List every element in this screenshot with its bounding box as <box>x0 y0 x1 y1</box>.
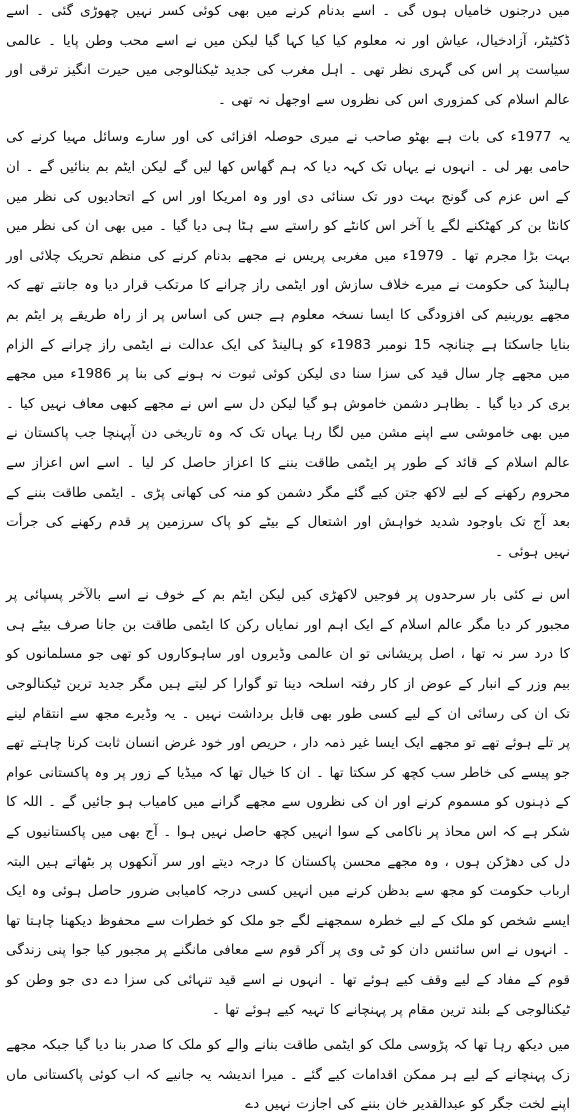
paragraph-4: میں دیکھ رہا تھا کہ پڑوسی ملک کو ایٹمی طاقت بنانے والے کو ملک کا صدر بنا دیا گیا جبکہ مجھے زک پہنچانے کے لیے ہر ممکن اقدامات کیے گئے ۔ میرا اندیشہ یہ جانیے کہ اب کوئی پاکستانی ماں اپنے لخت جگر کو عبدالقدیر خان بننے کی اجازت نہیں دے <box>6 1037 570 1113</box>
paragraph-1: میں درجنوں خامیاں ہوں گی ۔ اسے بدنام کرنے میں بھی کوئی کسر نہیں چھوڑی گئی ۔ اسے ڈکٹیٹر، آزادخیال، عیاش اور نہ معلوم کیا کیا کہا گیا لیکن میں نے اسے محب وطن پایا ۔ عالمی سیاست پر اس کی گہری نظر تھی ۔ اہل مغرب کی جدید ٹیکنالوجی میں حیرت انگیز ترقی اور عالم اسلام کی کمزوری اس کی نظروں سے اوجھل نہ تھی ۔ <box>6 3 570 108</box>
paragraph-3: اس نے کئی بار سرحدوں پر فوجیں لاکھڑی کیں لیکن ایٹم بم کے خوف نے اسے بالآخر پسپائی پر مجبور کر دیا مگر عالم اسلام کے ایک اہم اور نمایاں رکن کا ایٹمی طاقت بن جانا صرف بیٹے ہی کا درد سر نہ تھا ، اصل پریشانی تو ان عالمی وڈیروں اور ساہوکاروں کو تھی جو مسلمانوں کو بیم وزر کے انبار کے عوض از کار رفتہ اسلحہ دینا تو گوارا کر لیتے ہیں مگر جدید ترین ٹیکنالوجی تک ان کی رسائی ان کے لیے کسی طور بھی قابل برداشت نہیں ۔ یہ وڈیرے مجھ سے انتقام لینے پر تلے ہوئے تھے تو مجھے ایک ایسا غیر ذمہ دار ، حریص اور خود غرض انسان ثابت کرنا چاہتے تھے جو پیسے کی خاطر سب کچھ کر سکتا تھا ۔ ان کا خیال تھا کہ میڈیا کے زور پر وہ پاکستانی عوام کے ذہنوں کو مسموم کرنے اور ان کی نظروں سے مجھے گرانے میں کامیاب ہو جائیں گے ۔ اللہ کا شکر ہے کہ اس محاذ پر ناکامی کے سوا انہیں کچھ حاصل نہیں ہوا ۔ آج بھی میں پاکستانیوں کے دل کی دھڑکن ہوں ، وہ مجھے محسن پاکستان کا درجہ دیتے اور سر آنکھوں پر بٹھاتے ہیں البتہ ارباب حکومت کو مجھ سے بدظن کرنے میں انہیں کسی درجہ کامیابی ضرور حاصل ہوئی وہ ایک ایسے شخص کو ملک کے لیے خطرہ سمجھنے لگے جو ملک کو خطرات سے محفوظ دیکھنا چاہتا تھا ۔ انہوں نے اس سائنس دان کو ٹی وی پر آکر قوم سے معافی مانگنے پر مجبور کیا جوا پنی زندگی قوم کے مفاد کے لیے وقف کیے ہوئے تھا ۔ انہوں نے اسے قید تنہائی کی سزا دے دی جو وطن کو ٹیکنالوجی کے بلند ترین مقام پر پہنچانے کا تہیہ کیے ہوئے تھا ۔ <box>6 587 570 1018</box>
paragraph-2: یہ 1977ء کی بات ہے بھٹو صاحب نے میری حوصلہ افزائی کی اور سارے وسائل مہیا کرنے کی حامی بھر لی ۔ انہوں نے یہاں تک کہہ دیا کہ ہم گھاس کھا لیں گے لیکن ایٹم بم بنائیں گے ۔ ان کے اس عزم کی گونج بہت دور تک سنائی دی اور وہ امریکا اور اس کے اتحادیوں کی نظر میں کانٹا بن کر کھٹکنے لگے یا آخر اس کانٹے کو راستے سے ہٹا ہی دیا گیا ۔ میں بھی ان کی نظر میں بہت بڑا مجرم تھا ۔ 1979ء میں مغربی پریس نے مجھے بدنام کرنے کی منظم تحریک چلائی اور ہالینڈ کی حکومت نے میرے خلاف سازش اور ایٹمی راز چرانے کا مرتکب قرار دیا وہ جانتے تھے کہ مجھے یورینیم کی افزودگی کا ایسا نسخہ معلوم ہے جس کی اساس پر از راہ طریقے پر ایٹم بم بنایا جاسکتا ہے چنانچہ 15 نومبر 1983ء کو ہالینڈ کی ایک عدالت نے ایٹمی راز چرانے کے الزام میں مجھے چار سال قید کی سزا سنا دی لیکن کوئی ثبوت نہ ہونے کی بنا پر 1986ء میں مجھے بری کر دیا گیا ۔ بظاہر دشمن خاموش ہو گیا لیکن دل سے اس نے مجھے کبھی معاف نہیں کیا ۔ میں بھی خاموشی سے اپنے مشن میں لگا رہا یہاں تک کہ وہ تاریخی دن آپہنچا جب پاکستان نے عالم اسلام کے قائد کے طور پر ایٹمی طاقت بننے کا اعزاز حاصل کر لیا ۔ اسے اس اعزاز سے محروم رکھنے کے لیے لاکھ جتن کیے گئے مگر دشمن کو منہ کی کھانی پڑی ۔ ایٹمی طاقت بننے کے بعد آج تک باوجود شدید خواہش اور اشتعال کے بیٹے کو پاک سرزمین پر قدم رکھنے کی جرأت نہیں ہوئی ۔ <box>6 129 570 560</box>
